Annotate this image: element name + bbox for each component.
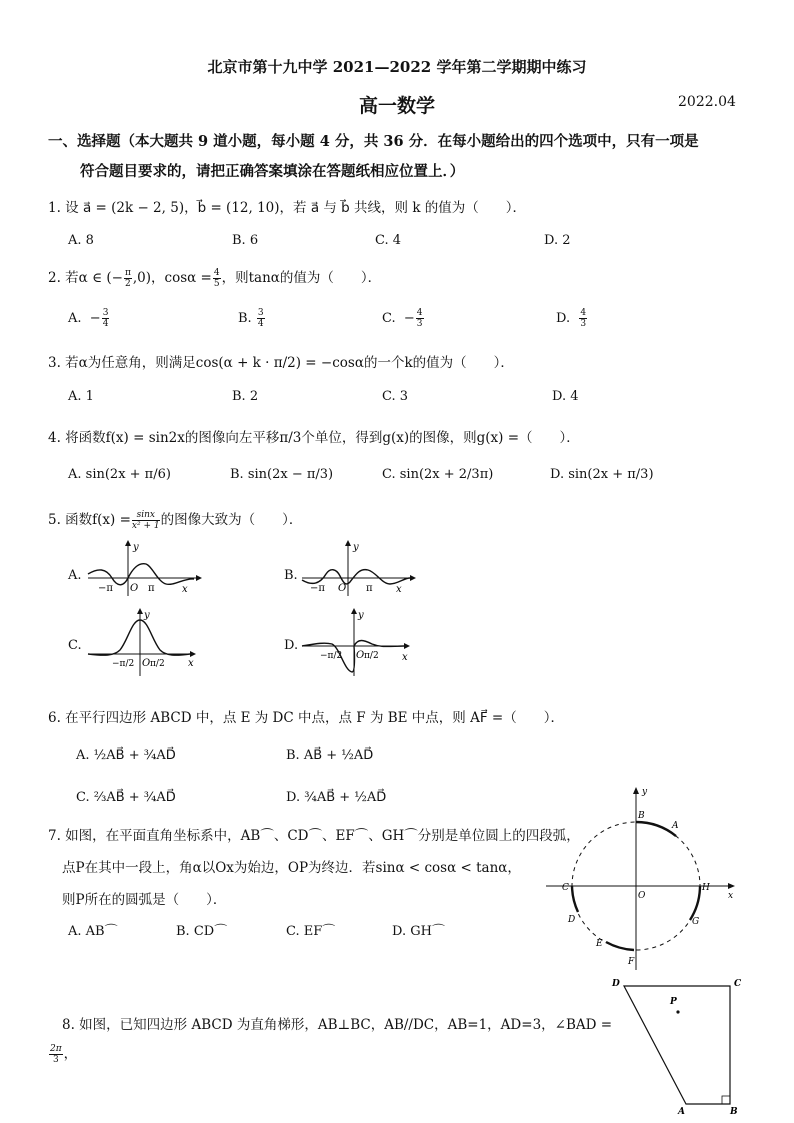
q7-e-label: E: [596, 939, 603, 949]
q2a-label: A.: [68, 311, 82, 326]
q5d-y: y: [358, 610, 364, 621]
q5b-o: O: [338, 583, 347, 594]
q8-trapezoid-figure: [604, 976, 754, 1118]
q2d-frac: [579, 308, 587, 329]
q7-h-label: H: [702, 883, 710, 893]
q7-a-label: A: [672, 821, 679, 831]
q5a-y: y: [133, 542, 139, 553]
q2d-num: 4: [580, 308, 587, 318]
question-7-line-2: 点P在其中一段上，角α以Ox为始边，OP为终边．若sinα < cosα < tanα，: [62, 860, 521, 876]
q7-y-label: y: [642, 787, 648, 797]
q5b-pi: π: [366, 583, 373, 594]
q2-suffix: ，则tanα的值为（ ）．: [221, 270, 382, 286]
q2-option-b: [238, 308, 266, 329]
q5b-x: x: [396, 584, 402, 595]
q1-option-b: B. 6: [232, 233, 259, 248]
q4-option-b: B. sin(2x − π/3): [230, 467, 334, 482]
q6-option-c: C. ⅔AB⃗ + ¾AD⃗: [76, 790, 176, 805]
q2-frac-pi2: [124, 268, 132, 289]
q5a-o: O: [130, 583, 139, 594]
q4-option-c: C. sin(2x + 2/3π): [382, 467, 494, 482]
q2-option-d: [556, 308, 588, 329]
q7-c-label: C: [562, 883, 569, 893]
q8-b-label: B: [730, 1107, 738, 1117]
exam-subject: 高一数学: [358, 95, 435, 117]
q6-option-a: A. ½AB⃗ + ¾AD⃗: [76, 748, 176, 763]
q5-label-a: A.: [68, 568, 82, 583]
q1-option-d: D. 2: [544, 233, 571, 248]
q2c-den: 3: [416, 319, 423, 329]
q8-frac-den: 3: [52, 1055, 59, 1065]
q3-option-c: C. 3: [382, 389, 409, 404]
q5d-neghalfpi: −π/2: [320, 651, 343, 661]
q7-option-c: C. EF⌒: [286, 924, 336, 939]
q5-suffix: 的图像大致为（ ）．: [160, 512, 303, 528]
q5-frac-num: sinx: [132, 510, 160, 521]
q5c-halfpi: π/2: [150, 659, 165, 669]
question-2-stem: [48, 266, 381, 289]
q2a-frac: [102, 308, 110, 329]
q2b-frac: [257, 308, 265, 329]
q6-option-d: D. ¾AB⃗ + ½AD⃗: [286, 790, 387, 805]
q8-p-label: P: [670, 997, 677, 1007]
question-4-stem: 4. 将函数f(x) = sin2x的图像向左平移π/3个单位，得到g(x)的图像，则g(x) =（ ）．: [48, 430, 580, 446]
q7-g-label: G: [692, 917, 700, 927]
section-line-1: 一、选择题（本大题共 9 道小题，每小题 4 分，共 36 分．在每小题给出的四个选项中，只有一项是: [48, 133, 699, 150]
q5c-neghalfpi: −π/2: [112, 659, 135, 669]
q5-graph-d: [298, 606, 418, 678]
q2-option-a: [68, 308, 110, 329]
q2c-sign: −: [403, 311, 415, 326]
q2-frac-45: [213, 268, 221, 289]
q8-d-label: D: [612, 979, 620, 989]
section-instructions: [48, 127, 758, 187]
q4-option-d: D. sin(2x + π/3): [550, 467, 654, 482]
q5c-y: y: [144, 610, 150, 621]
q2c-num: 4: [416, 308, 423, 318]
q5c-o: O: [142, 658, 151, 669]
question-7-line-3: 则P所在的圆弧是（ ）．: [62, 892, 227, 908]
q2c-label: C.: [382, 311, 396, 326]
q5d-x: x: [402, 652, 408, 663]
q1-option-a: A. 8: [68, 233, 94, 248]
q5-graph-c: [84, 606, 204, 678]
q7-unit-circle-figure: [542, 784, 742, 974]
question-7-line-1: 7. 如图，在平面直角坐标系中，AB⌒、CD⌒、EF⌒、GH⌒分别是单位圆上的四段弧，: [48, 828, 580, 844]
q5-frac-den: x² + 1: [131, 521, 160, 531]
q2a-den: 4: [102, 319, 109, 329]
section-line-2: 符合题目要求的，请把正确答案填涂在答题纸相应位置上．）: [80, 163, 465, 180]
q7-option-b: B. CD⌒: [176, 924, 228, 939]
q7-b-label: B: [638, 811, 645, 821]
q5a-x: x: [182, 584, 188, 595]
q1-option-c: C. 4: [375, 233, 402, 248]
q8-tail: ，: [63, 1046, 78, 1062]
q2c-frac: [416, 308, 424, 329]
q8-frac: [49, 1044, 63, 1065]
q3-option-a: A. 1: [68, 389, 94, 404]
q2a-num: 3: [102, 308, 109, 318]
question-5-stem: [48, 508, 302, 531]
q7-d-label: D: [568, 915, 576, 925]
q5-graph-b: [298, 538, 418, 598]
q8-a-label: A: [678, 1107, 685, 1117]
question-1-stem: 1. 设 a⃗ = (2k − 2, 5)，b⃗ = (12, 10)，若 a⃗ 与 b⃗ 共线，则 k 的值为（ ）．: [48, 200, 527, 216]
q2-frac-den: 2: [125, 279, 131, 289]
q2-prefix: 2. 若α ∈ (−: [48, 270, 123, 286]
q5-label-c: C.: [68, 638, 82, 653]
q5b-y: y: [353, 542, 359, 553]
exam-date: 2022.04: [678, 94, 736, 110]
q7-f-label: F: [628, 957, 635, 967]
q5-graph-a: [84, 538, 204, 598]
question-3-stem: 3. 若α为任意角，则满足cos(α + k · π/2) = −cosα的一个k的值为（ ）．: [48, 355, 514, 371]
q5-prefix: 5. 函数f(x) =: [48, 512, 131, 528]
q2-frac45-den: 5: [213, 279, 220, 289]
q3-option-b: B. 2: [232, 389, 259, 404]
question-6-stem: 6. 在平行四边形 ABCD 中，点 E 为 DC 中点，点 F 为 BE 中点，则 AF⃗ =（ ）．: [48, 710, 564, 726]
q7-option-a: A. AB⌒: [68, 924, 118, 939]
exam-title: 北京市第十九中学 2021—2022 学年第二学期期中练习: [207, 58, 587, 76]
question-8-line-1: 8. 如图，已知四边形 ABCD 为直角梯形，AB⊥BC，AB//DC，AB=1，AD=3，∠BAD =: [62, 1017, 613, 1033]
q2-frac45-num: 4: [213, 268, 220, 278]
q5-label-d: D.: [284, 638, 299, 653]
q5-label-b: B.: [284, 568, 298, 583]
q2d-den: 3: [580, 319, 587, 329]
q6-option-b: B. AB⃗ + ½AD⃗: [286, 748, 374, 763]
q7-o-label: O: [638, 891, 646, 901]
q3-option-d: D. 4: [552, 389, 579, 404]
q2-frac-num: π: [124, 268, 131, 278]
q2b-label: B.: [238, 311, 252, 326]
q5c-x: x: [188, 658, 194, 669]
q2b-num: 3: [257, 308, 264, 318]
q7-x-label: x: [728, 891, 734, 901]
q8-frac-num: 2π: [50, 1044, 62, 1054]
q2d-label: D.: [556, 311, 571, 326]
question-8-line-2: [48, 1042, 77, 1065]
q7-option-d: D. GH⌒: [392, 924, 445, 939]
q4-option-a: A. sin(2x + π/6): [68, 467, 171, 482]
q2-option-c: [382, 308, 425, 329]
q5-frac: [132, 510, 160, 531]
q5a-pi: π: [148, 583, 155, 594]
q8-c-label: C: [734, 979, 742, 989]
q5d-halfpi: π/2: [364, 651, 379, 661]
q2a-sign: −: [89, 311, 101, 326]
q5d-o: O: [356, 650, 365, 661]
q2-mid: ,0)，cosα =: [132, 270, 212, 286]
q5b-negpi: −π: [310, 583, 325, 594]
q5a-negpi: −π: [98, 583, 113, 594]
q2b-den: 4: [257, 319, 264, 329]
